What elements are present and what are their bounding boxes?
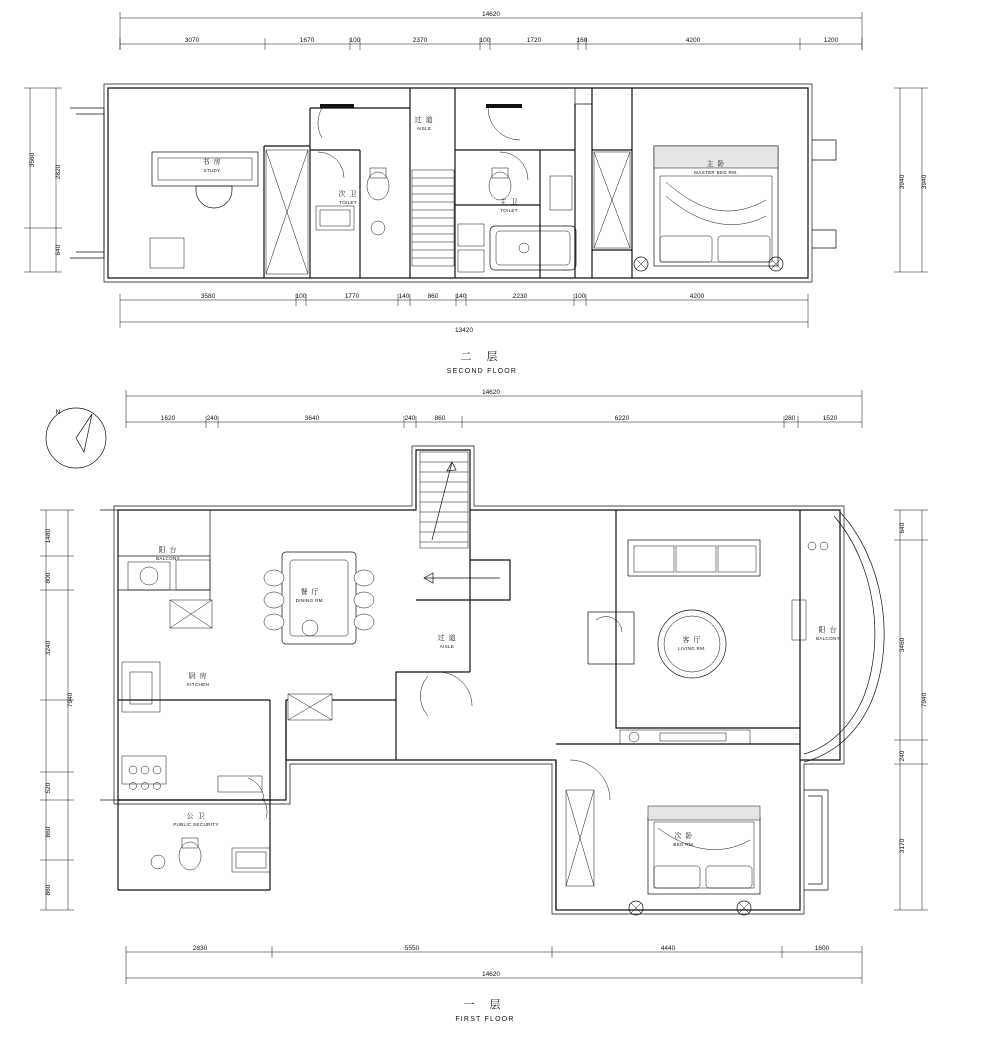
room-label-en: AISLE — [416, 126, 432, 131]
dim-seg: 2830 — [192, 945, 208, 952]
room-label-en: LIVING RM. — [678, 646, 706, 651]
dim-seg: 640 — [55, 244, 62, 256]
second-floor-title — [447, 350, 517, 375]
dim-seg: 3640 — [304, 415, 320, 422]
room-label-cn: 餐 厅 — [300, 589, 320, 596]
dim-seg: 6220 — [614, 415, 630, 422]
second-floor-furniture — [150, 104, 783, 272]
dim-seg: 280 — [784, 415, 796, 422]
room-label-cn: 阳 台 — [818, 627, 838, 634]
dim-seg: 2820 — [55, 164, 62, 180]
dim-seg: 1670 — [299, 37, 315, 44]
dim-total-top-1f: 14620 — [481, 389, 501, 396]
dim-seg: 3940 — [921, 174, 928, 190]
dim-seg: 240 — [899, 750, 906, 762]
room-label-cn: 主 卧 — [706, 161, 726, 168]
dim-seg: 860 — [45, 884, 52, 896]
first-floor-walls — [100, 446, 884, 914]
dim-seg: 1200 — [823, 37, 839, 44]
floor-title-cn: 一 层 — [463, 999, 507, 1011]
room-label-en: BALCONY — [155, 556, 181, 561]
room-label-en: MASTER BED RM. — [694, 170, 738, 175]
dim-seg: 4200 — [689, 293, 705, 300]
dim-seg: 2230 — [512, 293, 528, 300]
room-label-cn: 过 道 — [414, 117, 434, 124]
room-label-en: TOILET — [500, 208, 518, 213]
dim-seg: 3240 — [45, 640, 52, 656]
room-label-cn: 厨 房 — [188, 673, 208, 680]
dim-total-top-2f: 14620 — [481, 11, 501, 18]
dim-seg: 800 — [45, 572, 52, 584]
dim-seg: 100 — [574, 293, 586, 300]
room-label-cn: 公 卫 — [186, 813, 206, 820]
stair-run-1f — [420, 452, 468, 548]
dim-seg: 3460 — [899, 637, 906, 653]
room-label-en: KITCHEN — [186, 682, 210, 687]
second-floor-top-dimension-chain — [120, 11, 862, 50]
dim-seg: 7940 — [67, 692, 74, 708]
second-floor-left-dimension-chain — [24, 88, 62, 272]
room-label-cn: 客 厅 — [682, 637, 702, 644]
dim-seg: 860 — [45, 826, 52, 838]
room-label-en: TOILET — [339, 200, 357, 205]
room-label-cn: 次 卫 — [338, 191, 358, 198]
dim-seg: 860 — [427, 293, 439, 300]
dim-seg: 100 — [349, 37, 361, 44]
dim-seg: 3560 — [29, 152, 36, 168]
room-label-cn: 次 卧 — [674, 833, 694, 840]
dim-seg: 3940 — [899, 174, 906, 190]
dim-seg: 140 — [398, 293, 410, 300]
dim-seg: 1720 — [526, 37, 542, 44]
room-label-cn: 主 卫 — [499, 199, 519, 206]
dim-seg: 1520 — [822, 415, 838, 422]
dim-total-bottom-1f: 14620 — [481, 971, 501, 978]
first-floor-furniture — [122, 452, 828, 915]
dim-seg: 860 — [434, 415, 446, 422]
dim-seg: 100 — [479, 37, 491, 44]
room-label-en: BED RM. — [673, 842, 695, 847]
dim-seg: 3170 — [899, 838, 906, 854]
room-label-en: DINING RM. — [295, 598, 325, 603]
room-label-cn: 阳 台 — [158, 547, 178, 554]
first-floor-top-dimension-chain — [126, 389, 862, 428]
dim-seg: 1600 — [814, 945, 830, 952]
first-floor-title — [455, 998, 514, 1023]
dim-seg: 2370 — [412, 37, 428, 44]
dim-seg: 240 — [206, 415, 218, 422]
dim-seg: 640 — [899, 522, 906, 534]
dim-seg: 4440 — [660, 945, 676, 952]
room-label-en: AISLE — [439, 644, 455, 649]
room-label-cn: 书 房 — [202, 159, 222, 166]
room-label-en: PUBLIC SECURITY — [173, 822, 219, 827]
dim-seg: 240 — [404, 415, 416, 422]
dim-seg: 4200 — [685, 37, 701, 44]
dim-seg: 3580 — [200, 293, 216, 300]
dim-seg: 520 — [45, 782, 52, 794]
second-floor-right-dimension-chain — [894, 88, 928, 272]
room-label-en: STUDY — [203, 168, 221, 173]
compass-north-icon — [46, 408, 106, 468]
dim-seg: 1480 — [45, 528, 52, 544]
dim-seg: 7940 — [921, 692, 928, 708]
dim-seg: 1770 — [344, 293, 360, 300]
dim-total-bottom-2f: 13420 — [454, 327, 474, 334]
dim-seg: 3070 — [184, 37, 200, 44]
first-floor-room-labels — [156, 545, 840, 847]
first-floor-left-dimension-chain — [40, 510, 74, 910]
first-floor-bottom-dimension-chain — [126, 945, 862, 984]
dim-seg: 5550 — [404, 945, 420, 952]
stair-run-2f — [412, 170, 454, 266]
dim-seg: 100 — [295, 293, 307, 300]
floor-title-cn: 二 层 — [460, 351, 504, 363]
compass-label: N — [55, 409, 61, 416]
second-floor-bottom-dimension-chain — [120, 293, 808, 334]
room-label-en: BALCONY — [815, 636, 841, 641]
floor-title-en: SECOND FLOOR — [446, 368, 518, 375]
dim-seg: 140 — [455, 293, 467, 300]
dim-seg: 1620 — [160, 415, 176, 422]
first-floor-right-dimension-chain — [894, 510, 928, 910]
dim-seg: 160 — [576, 37, 588, 44]
room-label-cn: 过 道 — [437, 635, 457, 642]
floor-title-en: FIRST FLOOR — [455, 1016, 515, 1023]
